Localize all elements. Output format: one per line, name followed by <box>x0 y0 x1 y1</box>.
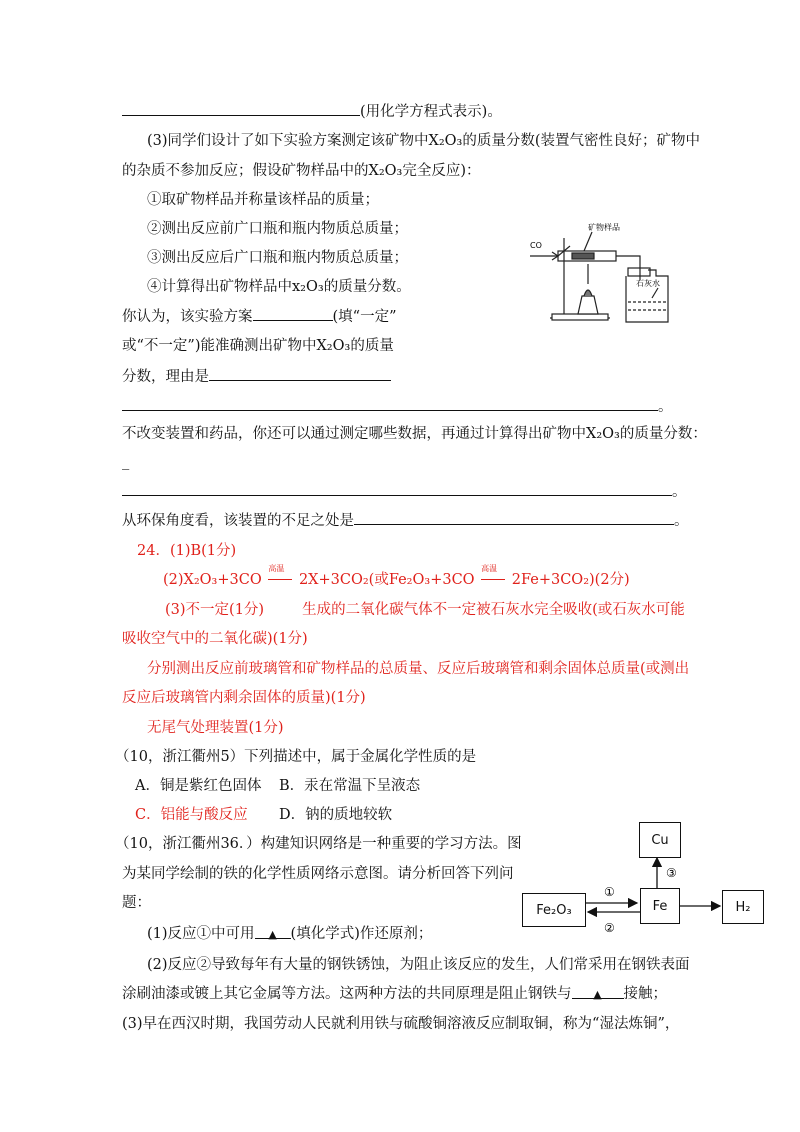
text-line <box>122 510 689 531</box>
text-line: 为某同学绘制的铁的化学性质网络示意图。请分析回答下列问 <box>122 866 514 882</box>
question-36-part-3: (3)早在西汉时期，我国劳动人民就利用铁与硫酸铜溶液反应制取铜，称为“湿法炼铜”， <box>122 1016 680 1032</box>
limewater-label: 石灰水 <box>636 279 660 288</box>
answer-line: 无尾气处理装置(1分) <box>147 720 284 736</box>
condition-bar <box>481 579 505 580</box>
co-label: CO <box>530 241 542 250</box>
condition-label: 高温 <box>481 564 498 573</box>
answer-24-3 <box>165 600 685 620</box>
option-c: C．铝能与酸反应 <box>135 807 248 823</box>
text-line: 不改变装置和药品，你还可以通过测定哪些数据，再通过计算得出矿物中X₂O₃的质量分数： <box>122 426 707 442</box>
option-a: A．铜是紫红色固体 <box>135 778 262 794</box>
answer-blank[interactable] <box>354 510 674 525</box>
triangle-marker: ▲ <box>268 928 277 941</box>
text-span: 涂刷油漆或镀上其它金属等方法。这两种方法的共同原理是阻止钢铁与 <box>122 986 572 1002</box>
text-line <box>122 306 396 327</box>
text-span: 。 <box>672 484 687 500</box>
answer-blank[interactable] <box>253 306 333 321</box>
answer-blank[interactable] <box>122 481 672 496</box>
text-span: 。 <box>674 513 689 529</box>
text-line: 或“不一定”)能准确测出矿物中X₂O₃的质量 <box>122 338 394 354</box>
fe-box <box>640 888 680 924</box>
text-line: 的杂质不参加反应；假设矿物样品中的X₂O₃完全反应)： <box>122 163 481 179</box>
text-line <box>122 481 687 502</box>
apparatus-figure <box>528 218 674 328</box>
text-span: 。 <box>658 399 673 415</box>
text-line <box>122 396 673 417</box>
condition-bar <box>268 579 292 580</box>
step-4: ④计算得出矿物样品中x₂O₃的质量分数。 <box>147 279 411 295</box>
answer-line: 分别测出反应前玻璃管和矿物样品的总质量、反应后玻璃管和剩余固体总质量(或测出 <box>147 661 690 677</box>
reaction-3-label: ③ <box>666 866 677 880</box>
text-span: 2X+3CO₂(或Fe₂O₃+3CO <box>298 572 475 588</box>
answer-blank[interactable] <box>122 396 658 411</box>
h2-box <box>722 890 764 924</box>
reaction-condition <box>479 564 507 590</box>
fe2o3-label: Fe₂O₃ <box>536 902 572 918</box>
question-36-line: （10，浙江衢州36．）构建知识网络是一种重要的学习方法。图 <box>115 836 522 852</box>
question-36-part-1 <box>147 924 432 944</box>
answer-blank[interactable] <box>209 366 391 381</box>
fe2o3-box <box>522 893 586 927</box>
fe-label: Fe <box>652 898 668 914</box>
answer-24-2 <box>163 564 630 590</box>
reaction-1-label: ① <box>604 885 615 899</box>
question-3-line: (3)同学们设计了如下实验方案测定该矿物中X₂O₃的质量分数(装置气密性良好；矿物中 <box>147 133 701 149</box>
sample-label: 矿物样品 <box>588 223 620 232</box>
step-3: ③测出反应后广口瓶和瓶内物质总质量； <box>147 250 408 266</box>
answer-line: 反应后玻璃管内剩余固体的质量)(1分) <box>122 690 366 706</box>
text-span: 生成的二氧化碳气体不一定被石灰水完全吸收(或石灰水可能 <box>302 602 685 618</box>
text-span: (填“一定” <box>332 309 397 325</box>
option-b: B．汞在常温下呈液态 <box>279 778 421 794</box>
text-span: (3)不一定(1分) <box>165 602 265 618</box>
triangle-marker: ▲ <box>593 988 602 1001</box>
text-span: 从环保角度看，该装置的不足之处是 <box>122 513 354 529</box>
text-span: 2Fe+3CO₂)(2分) <box>511 572 630 588</box>
cu-box <box>639 822 681 858</box>
step-2: ②测出反应前广口瓶和瓶内物质总质量； <box>147 221 408 237</box>
option-d: D．钠的质地较软 <box>279 807 393 823</box>
text-line <box>122 101 502 122</box>
answer-line: 吸收空气中的二氧化碳)(1分) <box>122 631 308 647</box>
answer-blank[interactable] <box>572 984 624 999</box>
cu-label: Cu <box>651 832 669 848</box>
text-span: 分数，理由是 <box>122 369 209 385</box>
question-5-stem: （10，浙江衢州5）下列描述中，属于金属化学性质的是 <box>115 749 477 765</box>
text-line: _ <box>122 454 130 470</box>
text-span: (用化学方程式表示)。 <box>360 104 502 120</box>
reaction-2-label: ② <box>604 921 615 935</box>
text-span: 你认为，该实验方案 <box>122 309 253 325</box>
text-line: 题： <box>122 895 151 911</box>
reaction-condition <box>266 564 294 590</box>
answer-blank[interactable] <box>122 101 360 116</box>
text-span: (1)反应①中可用 <box>147 926 255 942</box>
condition-label: 高温 <box>268 564 285 573</box>
text-span: 接触； <box>623 986 667 1002</box>
step-1: ①取矿物样品并称量该样品的质量； <box>147 192 379 208</box>
text-span: (填化学式)作还原剂； <box>290 926 433 942</box>
text-line <box>122 366 391 387</box>
text-line <box>122 984 667 1004</box>
h2-label: H₂ <box>735 899 751 915</box>
answer-blank[interactable] <box>255 924 291 939</box>
text-span: (2)X₂O₃+3CO <box>163 572 262 588</box>
question-36-part-2: (2)反应②导致每年有大量的钢铁锈蚀，为阻止该反应的发生，人们常采用在钢铁表面 <box>147 957 690 973</box>
answer-24-1: 24．(1)B(1分) <box>137 543 237 559</box>
